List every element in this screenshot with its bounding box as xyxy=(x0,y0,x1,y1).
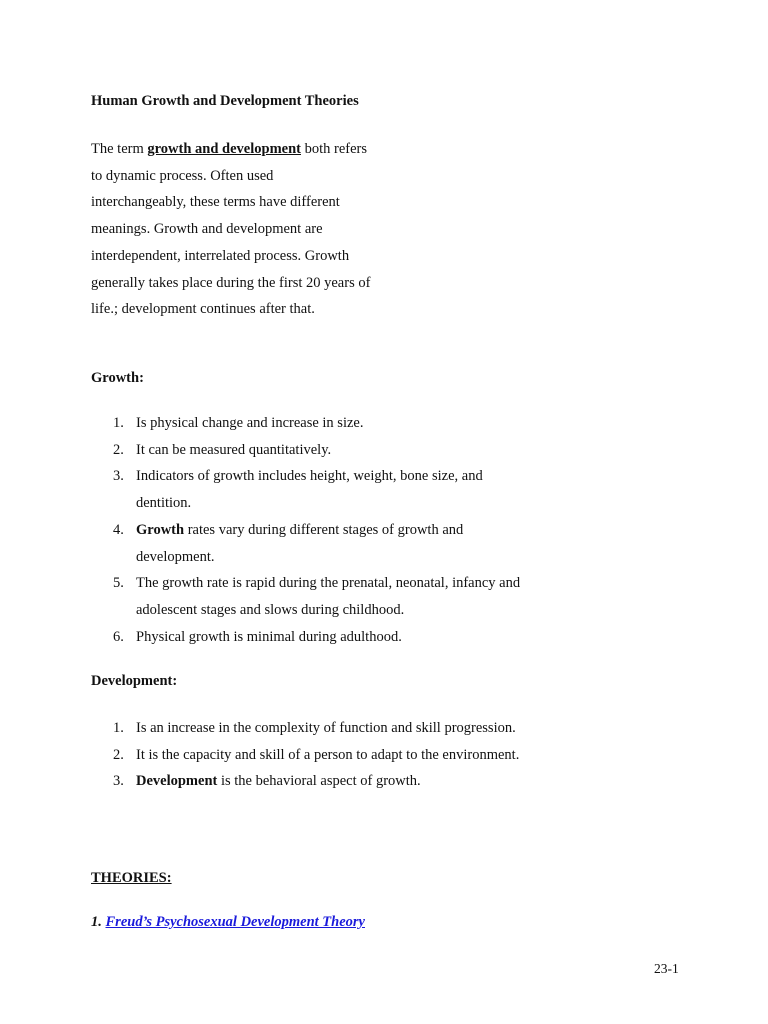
list-item xyxy=(91,742,521,769)
list-item-number: 1. xyxy=(113,720,124,736)
page-number: 23-1 xyxy=(654,961,679,976)
list-item-number: 2. xyxy=(113,746,124,763)
list-item-text: The growth rate is rapid during the prenatal, neonatal, infancy and adolescent stages and slows during childhood. xyxy=(136,575,521,618)
list-item xyxy=(91,715,521,742)
list-item-number: 3. xyxy=(113,773,124,790)
list-item xyxy=(91,410,521,437)
list-item-bold: Growth xyxy=(136,521,185,538)
theory-1-number: 1. xyxy=(91,914,102,930)
list-item-number: 3. xyxy=(113,468,124,485)
theories-heading: THEORIES: xyxy=(91,870,172,886)
development-heading: Development: xyxy=(91,673,178,689)
list-item-text: is the behavioral aspect of growth. xyxy=(217,773,421,790)
list-item-number: 4. xyxy=(113,521,124,538)
list-item xyxy=(91,570,521,623)
growth-list xyxy=(91,410,521,650)
document-title: Human Growth and Development Theories xyxy=(91,93,359,109)
theory-1-heading xyxy=(91,914,365,931)
growth-heading: Growth: xyxy=(91,370,144,386)
freud-theory-link[interactable]: Freud’s Psychosexual Development Theory xyxy=(105,914,365,930)
intro-emphasis: growth and development xyxy=(147,141,301,157)
list-item xyxy=(91,463,521,516)
list-item xyxy=(91,768,521,795)
list-item-text: Indicators of growth includes height, weight, bone size, and dentition. xyxy=(136,468,483,512)
intro-paragraph xyxy=(91,136,371,323)
list-item xyxy=(91,437,521,464)
list-item-text: It can be measured quantitatively. xyxy=(136,441,332,458)
list-item-text: Physical growth is minimal during adulthood. xyxy=(136,628,402,645)
list-item-number: 2. xyxy=(113,441,124,458)
list-item-number: 6. xyxy=(113,628,124,645)
intro-text-after: both refers to dynamic process. Often used interchangeably, these terms have different meanings. Growth and development are interdependent, interrelated process. Growth generally takes place during the first 20 years of life.; development continues after that. xyxy=(91,141,371,318)
list-item-text: It is the capacity and skill of a person to adapt to the environment. xyxy=(136,746,520,763)
list-item-number: 5. xyxy=(113,575,124,592)
list-item-text: Is an increase in the complexity of function and skill progression. xyxy=(136,720,516,736)
list-item-text: rates vary during different stages of growth and development. xyxy=(136,521,464,565)
intro-text-before: The term xyxy=(91,141,148,157)
list-item-text: Is physical change and increase in size. xyxy=(136,415,364,431)
development-list xyxy=(91,715,521,795)
list-item-bold: Development xyxy=(136,773,218,790)
list-item-number: 1. xyxy=(113,415,124,431)
list-item xyxy=(91,517,521,570)
list-item xyxy=(91,624,521,651)
